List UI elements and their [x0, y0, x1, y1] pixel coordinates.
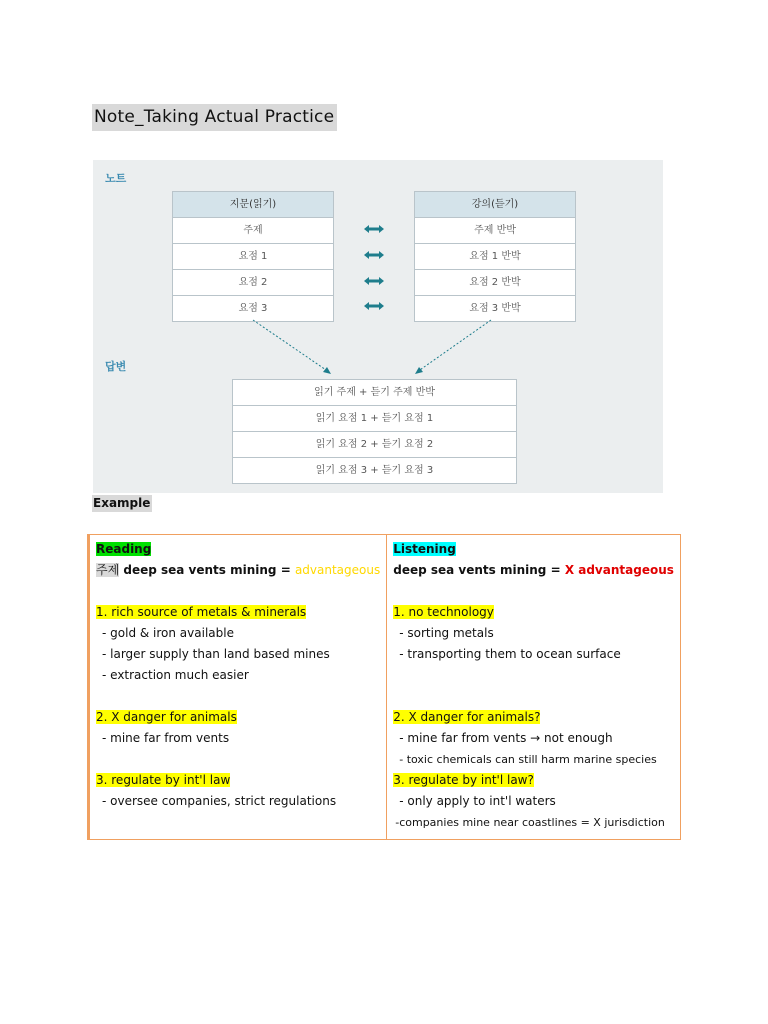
note-label: 노트 — [105, 172, 127, 185]
listening-box-row: 요점 1 반박 — [415, 243, 575, 269]
list-item: - toxic chemicals can still harm marine species — [399, 753, 657, 766]
reading-point-1: 1. rich source of metals & minerals — [96, 605, 307, 619]
list-item: - mine far from vents — [102, 731, 230, 745]
listening-box-header: 강의(듣기) — [415, 192, 575, 217]
listening-box-row: 요점 3 반박 — [415, 295, 575, 321]
reading-point-3: 3. regulate by int'l law — [96, 773, 231, 787]
answer-label: 답변 — [105, 360, 127, 373]
listening-point-2: 2. X danger for animals? — [393, 710, 541, 724]
example-label: Example — [93, 496, 151, 510]
reading-point-2: 2. X danger for animals — [96, 710, 237, 724]
listening-box-row: 주제 반박 — [415, 217, 575, 243]
answer-box-row: 읽기 주제 + 듣기 주제 반박 — [314, 387, 435, 398]
listening-heading: Listening — [393, 542, 456, 556]
arrowhead-icon — [323, 367, 331, 374]
list-item: - extraction much easier — [102, 668, 249, 682]
answer-box-row: 읽기 요점 3 + 듣기 요점 3 — [233, 457, 516, 483]
dotted-arrow-left — [253, 320, 329, 372]
listening-point-1: 1. no technology — [393, 605, 494, 619]
listening-box-row: 요점 2 반박 — [415, 269, 575, 295]
reading-topic-text: deep sea vents mining = — [119, 563, 295, 577]
notes-table — [87, 534, 681, 840]
listening-topic-text: deep sea vents mining = — [393, 563, 565, 577]
page-title: Note_Taking Actual Practice — [92, 104, 337, 131]
list-item: - larger supply than land based mines — [102, 647, 330, 661]
reading-box-row: 요점 3 — [173, 295, 333, 321]
reading-box-row: 요점 2 — [173, 269, 333, 295]
dotted-arrow-right — [417, 320, 491, 372]
answer-box-row: 읽기 요점 1 + 듣기 요점 1 — [233, 405, 516, 431]
reading-heading: Reading — [96, 542, 152, 556]
listening-topic-value: X advantageous — [564, 563, 674, 577]
list-item: - oversee companies, strict regulations — [102, 794, 337, 808]
reading-box-row: 요점 1 — [173, 243, 333, 269]
listening-column — [387, 535, 681, 840]
list-item: - gold & iron available — [102, 626, 234, 640]
reading-topic-value: advantageous — [294, 563, 381, 577]
list-item: - mine far from vents → not enough — [399, 731, 613, 745]
reading-box-header: 지문(읽기) — [173, 192, 333, 217]
answer-box-row: 읽기 요점 2 + 듣기 요점 2 — [233, 431, 516, 457]
list-item: - sorting metals — [399, 626, 494, 640]
note-taking-diagram — [93, 160, 663, 493]
list-item: - only apply to int'l waters — [399, 794, 556, 808]
list-item: - transporting them to ocean surface — [399, 647, 621, 661]
list-item: -companies mine near coastlines = X jurisdiction — [395, 816, 665, 829]
listening-point-3: 3. regulate by int'l law? — [393, 773, 534, 787]
listening-topic — [393, 560, 674, 581]
reading-column — [89, 535, 387, 840]
topic-prefix: 주제 — [96, 563, 120, 577]
reading-topic — [96, 560, 380, 581]
answer-box — [232, 379, 517, 484]
reading-box-row: 주제 — [173, 217, 333, 243]
